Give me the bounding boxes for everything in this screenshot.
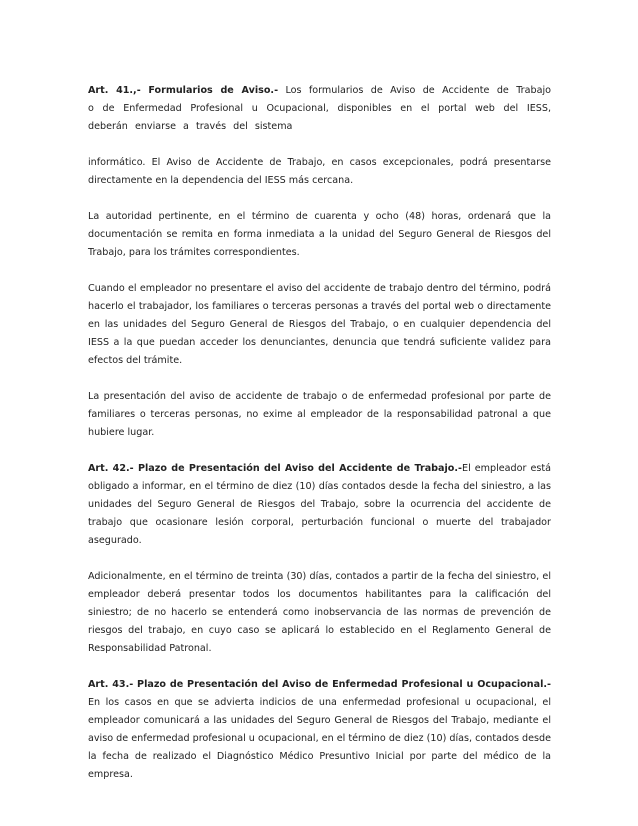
art42-text-1: El empleador está obligado a informar, en el término de diez (10) días contados desde la fecha del siniestro, a las unidades del Seguro General de Riesgos del Trabajo, sobre la ocurrencia del accidente de trabajo que ocasionare lesión corporal, perturbación funcional o muerte del trabajador asegurado. [88,463,551,546]
art42-heading: Art. 42.- Plazo de Presentación del Aviso del Accidente de Trabajo.- [88,463,463,474]
art43-paragraph [88,676,551,784]
art41-paragraph-4: Cuando el empleador no presentare el aviso del accidente de trabajo dentro del término, podrá hacerlo el trabajador, los familiares o terceras personas a través del portal web o directamente en las unidades del Seguro General de Riesgos del Trabajo, o en cualquier dependencia del IESS a la que puedan acceder los denunciantes, denuncia que tendrá suficiente validez para efectos del trámite. [88,283,551,366]
document-body [88,82,551,784]
art43-text-1: En los casos en que se advierta indicios de una enfermedad profesional u ocupacional, el empleador comunicará a las unidades del Seguro General de Riesgos del Trabajo, mediante el aviso de enfermedad profesional u ocupacional, en el término de diez (10) días, contados desde la fecha de realizado el Diagnóstico Médico Presuntivo Inicial por parte del médico de la empresa. [88,697,551,780]
art41-paragraph [88,82,551,136]
art42-paragraph-2: Adicionalmente, en el término de treinta (30) días, contados a partir de la fecha del siniestro, el empleador deberá presentar todos los documentos habilitantes para la calificación del siniestro; de no hacerlo se entenderá como inobservancia de las normas de prevención de riesgos del trabajo, en cuyo caso se aplicará lo establecido en el Reglamento General de Responsabilidad Patronal. [88,571,551,654]
art41-text-1: Los formularios de Aviso de Accidente de Trabajo o de Enfermedad Profesional u Ocupacional, disponibles en el portal web del IESS, deberán enviarse a través del sistema [88,85,551,132]
art41-heading: Art. 41.,- Formularios de Aviso.- [88,85,279,96]
art41-paragraph-2: informático. El Aviso de Accidente de Trabajo, en casos excepcionales, podrá presentarse directamente en la dependencia del IESS más cercana. [88,157,551,186]
art43-heading: Art. 43.- Plazo de Presentación del Aviso de Enfermedad Profesional u Ocupacional.- [88,679,551,690]
art41-paragraph-5: La presentación del aviso de accidente de trabajo o de enfermedad profesional por parte de familiares o terceras personas, no exime al empleador de la responsabilidad patronal a que hubiere lugar. [88,391,551,438]
art41-paragraph-3: La autoridad pertinente, en el término de cuarenta y ocho (48) horas, ordenará que la documentación se remita en forma inmediata a la unidad del Seguro General de Riesgos del Trabajo, para los trámites correspondientes. [88,211,551,258]
art42-paragraph [88,460,551,550]
